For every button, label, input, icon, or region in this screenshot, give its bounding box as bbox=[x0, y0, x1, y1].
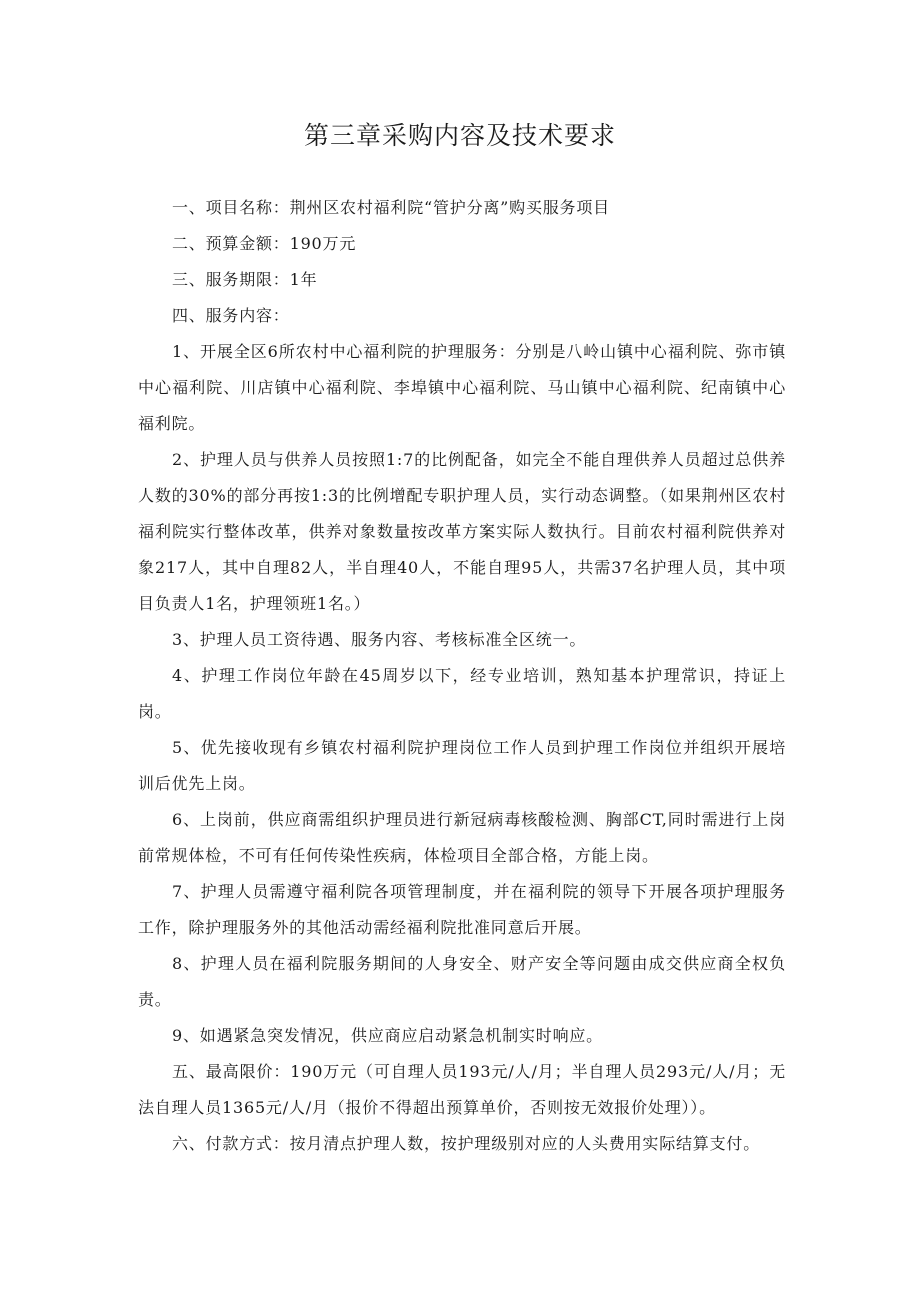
service-clause-1: 1、开展全区6所农村中心福利院的护理服务：分别是八岭山镇中心福利院、弥市镇中心福利院、川店镇中心福利院、李埠镇中心福利院、马山镇中心福利院、纪南镇中心福利院。 bbox=[138, 342, 786, 433]
service-clause-5: 5、优先接收现有乡镇农村福利院护理岗位工作人员到护理工作岗位并组织开展培训后优先上岗。 bbox=[138, 738, 786, 793]
service-clause-4: 4、护理工作岗位年龄在45周岁以下，经专业培训，熟知基本护理常识，持证上岗。 bbox=[138, 666, 786, 721]
item-service-period: 三、服务期限：1年 bbox=[172, 270, 318, 289]
item-price-cap: 五、最高限价：190万元（可自理人员193元/人/月；半自理人员293元/人/月；无法自理人员1365元/人/月（报价不得超出预算单价，否则按无效报价处理））。 bbox=[138, 1062, 786, 1117]
service-clause-2: 2、护理人员与供养人员按照1:7的比例配备，如完全不能自理供养人员超过总供养人数的30%的部分再按1:3的比例增配专职护理人员，实行动态调整。（如果荆州区农村福利院实行整体改革，供养对象数量按改革方案实际人数执行。目前农村福利院供养对象217人，其中自理82人，半自理40人，不能自理95人，共需37名护理人员，其中项目负责人1名，护理领班1名。） bbox=[138, 450, 786, 613]
service-clause-7: 7、护理人员需遵守福利院各项管理制度，并在福利院的领导下开展各项护理服务工作，除护理服务外的其他活动需经福利院批准同意后开展。 bbox=[138, 882, 786, 937]
chapter-title: 第三章采购内容及技术要求 bbox=[303, 121, 616, 150]
service-clause-6: 6、上岗前，供应商需组织护理员进行新冠病毒核酸检测、胸部CT,同时需进行上岗前常规体检，不可有任何传染性疾病，体检项目全部合格，方能上岗。 bbox=[138, 810, 786, 865]
service-clause-9: 9、如遇紧急突发情况，供应商应启动紧急机制实时响应。 bbox=[172, 1026, 603, 1045]
item-budget: 二、预算金额：190万元 bbox=[172, 234, 357, 253]
item-project-name: 一、项目名称：荆州区农村福利院“管护分离”购买服务项目 bbox=[172, 198, 610, 217]
document-body bbox=[138, 190, 786, 1162]
item-payment-method: 六、付款方式：按月清点护理人数，按护理级别对应的人头费用实际结算支付。 bbox=[172, 1134, 761, 1153]
item-service-content-heading: 四、服务内容： bbox=[172, 306, 290, 325]
service-clause-8: 8、护理人员在福利院服务期间的人身安全、财产安全等问题由成交供应商全权负责。 bbox=[138, 954, 786, 1009]
service-clause-3: 3、护理人员工资待遇、服务内容、考核标准全区统一。 bbox=[172, 630, 587, 649]
